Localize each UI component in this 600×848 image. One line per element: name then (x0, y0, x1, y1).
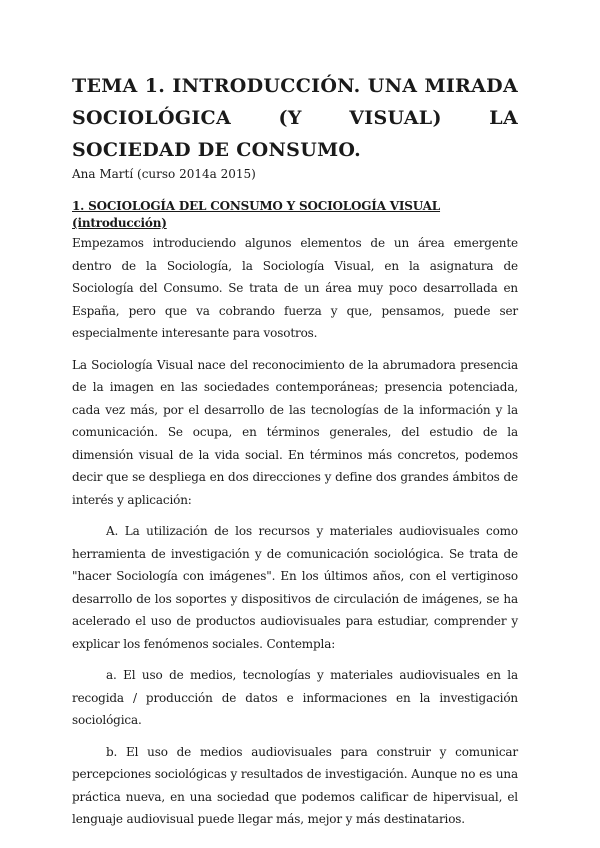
paragraph-intro: Empezamos introduciendo algunos elementos de un área emergente dentro de la Sociología, la Sociología Visual, en la asignatura de Sociología del Consumo. Se trata de un área muy poco desarrollada en España, pero que va cobrando fuerza y que, pensamos, puede ser especialmente interesante para vosotros. (72, 236, 518, 340)
author-line: Ana Martí (curso 2014a 2015) (72, 167, 256, 181)
paragraph-visual-sociology: La Sociología Visual nace del reconocimiento de la abrumadora presencia de la imagen en las sociedades contemporáneas; presencia potenciada, cada vez más, por el desarrollo de las tecnologías de la información y la comunicación. Se ocupa, en términos generales, del estudio de la dimensión visual de la vida social. En términos más concretos, podemos decir que se despliega en dos direcciones y define dos grandes ámbitos de interés y aplicación: (72, 357, 518, 507)
paragraph-subitem-b: b. El uso de medios audiovisuales para construir y comunicar percepciones sociológicas y resultados de investigación. Aunque no es una práctica nueva, en una sociedad que podemos calificar de hipervisual, el lenguaje audiovisual puede llegar más, mejor y más destinatarios. (72, 744, 518, 826)
paragraph-item-a: A. La utilización de los recursos y materiales audiovisuales como herramienta de investigación y de comunicación sociológica. Se trata de "hacer Sociología con imágenes". En los últimos años, con el vertiginoso desarrollo de los soportes y dispositivos de circulación de imágenes, se ha acelerado el uso de productos audiovisuales para estudiar, comprender y explicar los fenómenos sociales. Contempla: (72, 524, 518, 651)
section-heading: 1. SOCIOLOGÍA DEL CONSUMO Y SOCIOLOGÍA VISUAL (introducción) (72, 199, 441, 230)
document-title: TEMA 1. INTRODUCCIÓN. UNA MIRADA SOCIOLÓGICA (Y VISUAL) LA SOCIEDAD DE CONSUMO. (72, 75, 518, 161)
document-page (72, 70, 518, 831)
paragraph-subitem-a: a. El uso de medios, tecnologías y materiales audiovisuales en la recogida / producción de datos e informaciones en la investigación sociológica. (72, 668, 518, 727)
